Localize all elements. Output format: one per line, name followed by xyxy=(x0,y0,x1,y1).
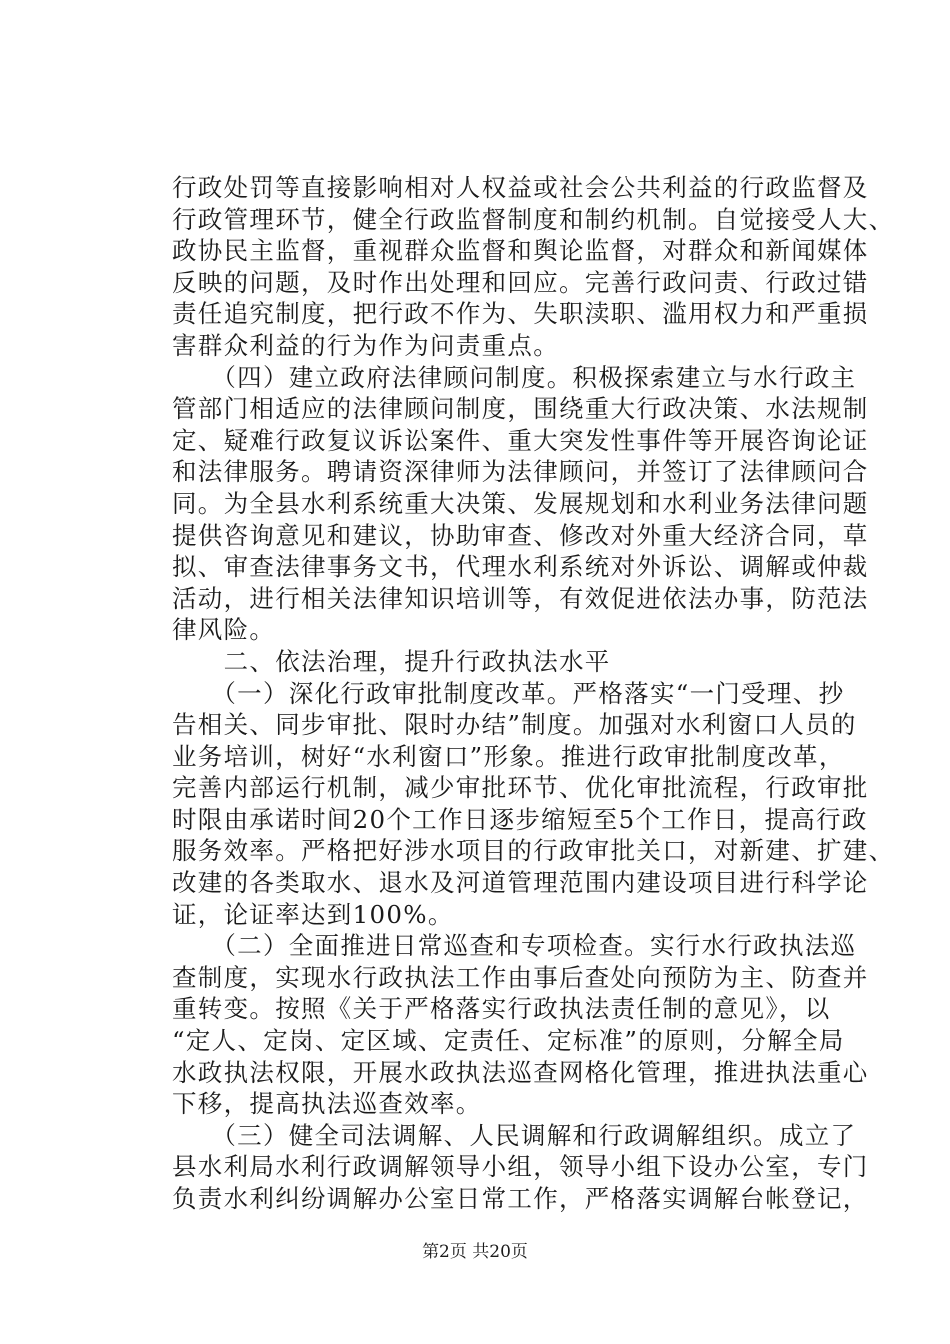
text-line: 时限由承诺时间20个工作日逐步缩短至5个工作日，提高行政 xyxy=(172,804,868,834)
text-line: 行政管理环节，健全行政监督制度和制约机制。自觉接受人大、 xyxy=(172,204,895,234)
text-line: 活动，进行相关法律知识培训等，有效促进依法办事，防范法 xyxy=(172,583,869,613)
text-line: 服务效率。严格把好涉水项目的行政审批关口，对新建、扩建、 xyxy=(172,836,895,866)
text-line: 反映的问题，及时作出处理和回应。完善行政问责、行政过错 xyxy=(172,267,869,297)
text-line: 二、依法治理，提升行政执法水平 xyxy=(172,646,611,676)
text-line: 害群众利益的行为作为问责重点。 xyxy=(172,330,559,360)
text-line: 重转变。按照《关于严格落实行政执法责任制的意见》，以 xyxy=(172,994,831,1024)
text-line: 负责水利纠纷调解办公室日常工作，严格落实调解台帐登记， xyxy=(172,1184,869,1213)
text-line: 政协民主监督，重视群众监督和舆论监督，对群众和新闻媒体 xyxy=(172,236,869,266)
text-line: 证，论证率达到100%。 xyxy=(172,899,454,929)
text-line: 同。为全县水利系统重大决策、发展规划和水利业务法律问题 xyxy=(172,488,869,518)
text-line: （四）建立政府法律顾问制度。积极探索建立与水行政主 xyxy=(172,362,857,392)
text-line: 查制度，实现水行政执法工作由事后查处向预防为主、防查并 xyxy=(172,962,869,992)
text-line: （一）深化行政审批制度改革。严格落实“一门受理、抄 xyxy=(172,678,845,708)
text-line: 责任追究制度，把行政不作为、失职渎职、滥用权力和严重损 xyxy=(172,299,869,329)
text-line: 管部门相适应的法律顾问制度，围绕重大行政决策、水法规制 xyxy=(172,394,869,424)
text-line: （二）全面推进日常巡查和专项检查。实行水行政执法巡 xyxy=(172,931,857,961)
text-line: 县水利局水利行政调解领导小组，领导小组下设办公室，专门 xyxy=(172,1152,869,1182)
text-line: 下移，提高执法巡查效率。 xyxy=(172,1089,482,1119)
page-number-footer: 第2页 共20页 xyxy=(422,1242,528,1262)
text-line: 业务培训，树好“水利窗口”形象。推进行政审批制度改革， xyxy=(172,741,845,771)
text-line: 水政执法权限，开展水政执法巡查网格化管理，推进执法重心 xyxy=(172,1057,869,1087)
text-line: 提供咨询意见和建议，协助审查、修改对外重大经济合同，草 xyxy=(172,520,869,550)
text-line: 和法律服务。聘请资深律师为法律顾问，并签订了法律顾问合 xyxy=(172,457,869,487)
text-line: 完善内部运行机制，减少审批环节、优化审批流程，行政审批 xyxy=(172,773,869,803)
text-line: 拟、审查法律事务文书，代理水利系统对外诉讼、调解或仲裁 xyxy=(172,552,869,582)
text-line: 行政处罚等直接影响相对人权益或社会公共利益的行政监督及 xyxy=(172,173,869,202)
text-line: （三）健全司法调解、人民调解和行政调解组织。成立了 xyxy=(172,1120,857,1150)
text-line: 定、疑难行政复议诉讼案件、重大突发性事件等开展咨询论证 xyxy=(172,425,869,455)
text-line: “定人、定岗、定区域、定责任、定标准”的原则，分解全局 xyxy=(172,1026,845,1056)
text-line: 告相关、同步审批、限时办结”制度。加强对水利窗口人员的 xyxy=(172,710,857,740)
text-line: 律风险。 xyxy=(172,615,276,645)
document-body xyxy=(172,172,895,1215)
text-line: 改建的各类取水、退水及河道管理范围内建设项目进行科学论 xyxy=(172,868,869,898)
